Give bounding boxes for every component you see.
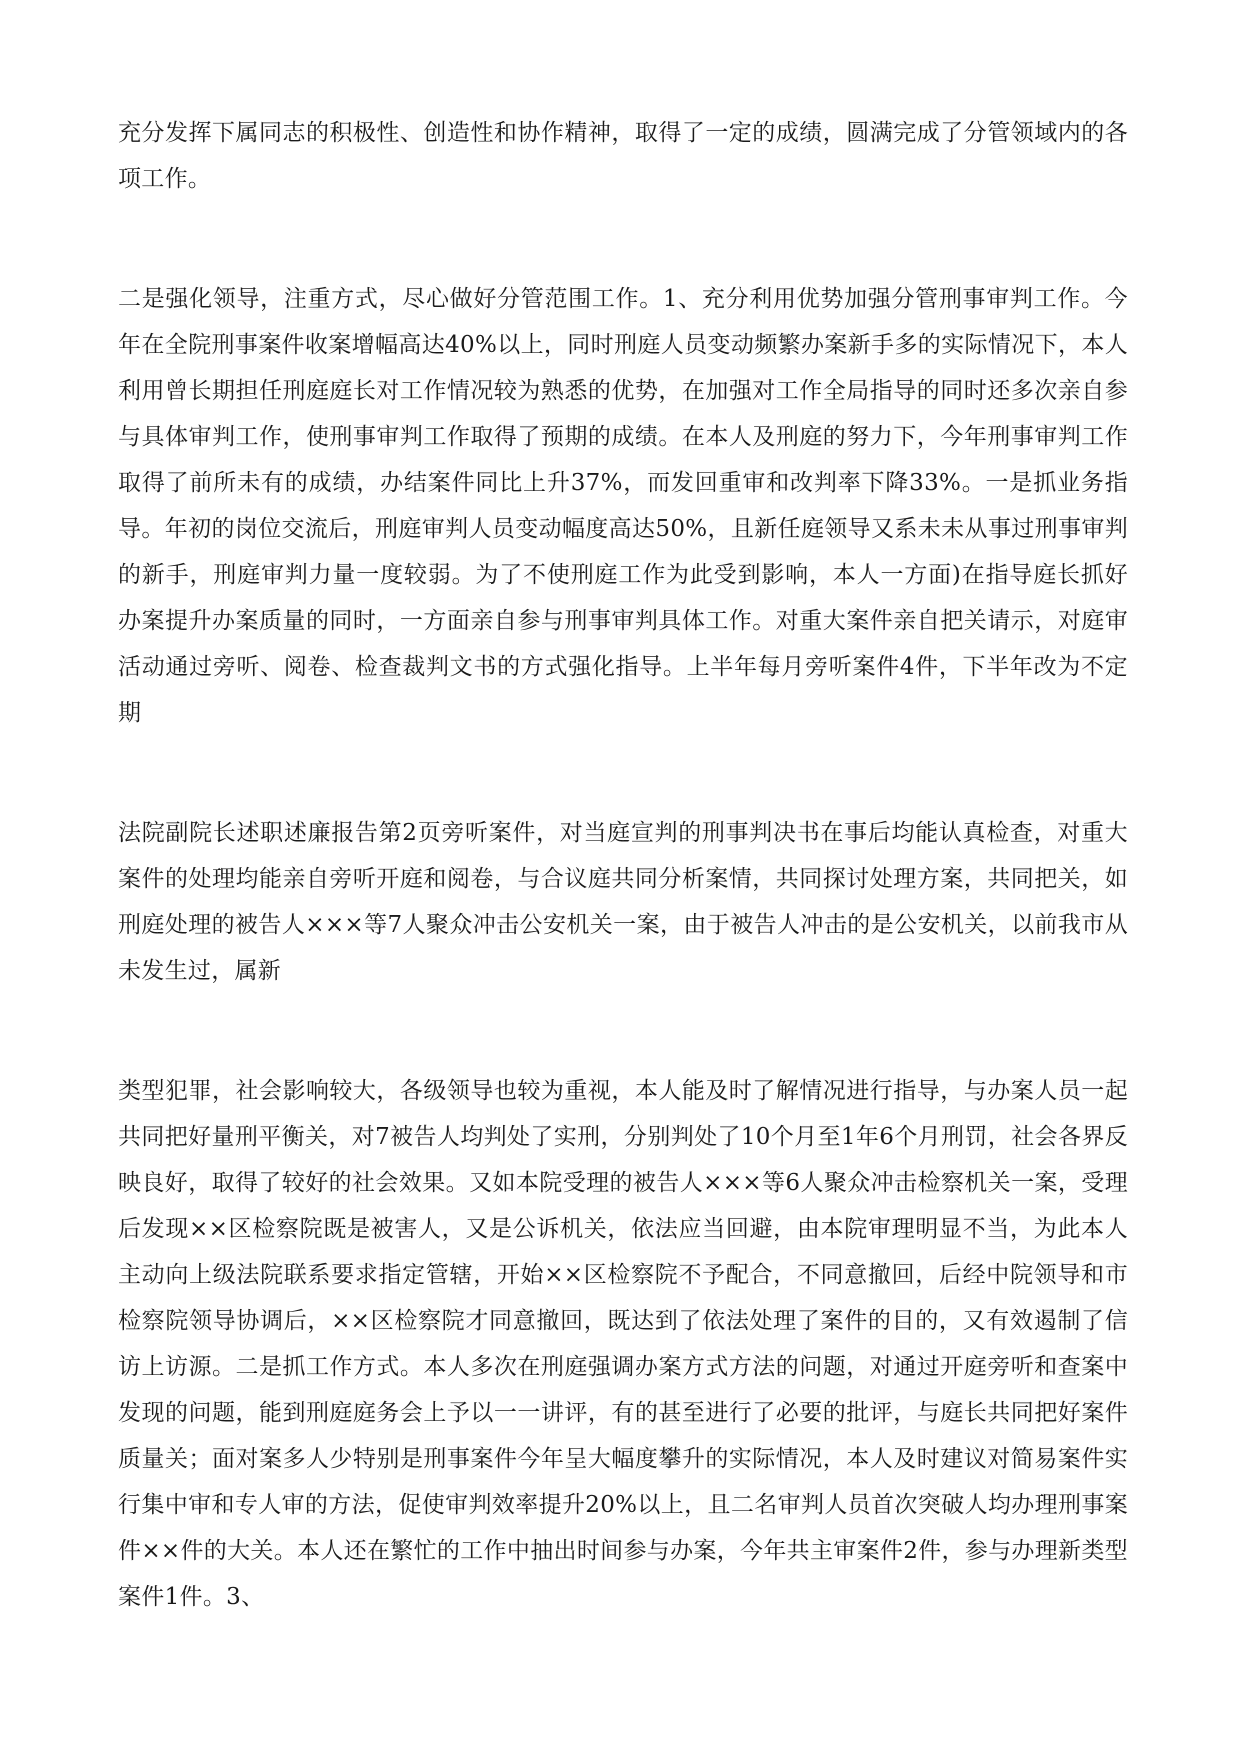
document-body xyxy=(118,110,1128,1620)
paragraph-spacer xyxy=(118,202,1128,276)
paragraph-2: 二是强化领导，注重方式，尽心做好分管范围工作。1、充分利用优势加强分管刑事审判工作。今年在全院刑事案件收案增幅高达40%以上，同时刑庭人员变动频繁办案新手多的实际情况下，本人利用曾长期担任刑庭庭长对工作情况较为熟悉的优势，在加强对工作全局指导的同时还多次亲自参与具体审判工作，使刑事审判工作取得了预期的成绩。在本人及刑庭的努力下，今年刑事审判工作取得了前所未有的成绩，办结案件同比上升37%，而发回重审和改判率下降33%。一是抓业务指导。年初的岗位交流后，刑庭审判人员变动幅度高达50%，且新任庭领导又系未未从事过刑事审判的新手，刑庭审判力量一度较弱。为了不使刑庭工作为此受到影响，本人一方面)在指导庭长抓好办案提升办案质量的同时，一方面亲自参与刑事审判具体工作。对重大案件亲自把关请示，对庭审活动通过旁听、阅卷、检查裁判文书的方式强化指导。上半年每月旁听案件4件，下半年改为不定期 xyxy=(118,286,1128,726)
paragraph-3: 法院副院长述职述廉报告第2页旁听案件，对当庭宣判的刑事判决书在事后均能认真检查，对重大案件的处理均能亲自旁听开庭和阅卷，与合议庭共同分析案情，共同探讨处理方案，共同把关，如刑庭处理的被告人×××等7人聚众冲击公安机关一案，由于被告人冲击的是公安机关，以前我市从未发生过，属新 xyxy=(118,820,1128,984)
paragraph-spacer xyxy=(118,736,1128,810)
paragraph-4: 类型犯罪，社会影响较大，各级领导也较为重视，本人能及时了解情况进行指导，与办案人员一起共同把好量刑平衡关，对7被告人均判处了实刑，分别判处了10个月至1年6个月刑罚，社会各界反映良好，取得了较好的社会效果。又如本院受理的被告人×××等6人聚众冲击检察机关一案，受理后发现××区检察院既是被害人，又是公诉机关，依法应当回避，由本院审理明显不当，为此本人主动向上级法院联系要求指定管辖，开始××区检察院不予配合，不同意撤回，后经中院领导和市检察院领导协调后，××区检察院才同意撤回，既达到了依法处理了案件的目的，又有效遏制了信访上访源。二是抓工作方式。本人多次在刑庭强调办案方式方法的问题，对通过开庭旁听和查案中发现的问题，能到刑庭庭务会上予以一一讲评，有的甚至进行了必要的批评，与庭长共同把好案件质量关；面对案多人少特别是刑事案件今年呈大幅度攀升的实际情况，本人及时建议对简易案件实行集中审和专人审的方法，促使审判效率提升20%以上，且二名审判人员首次突破人均办理刑事案件××件的大关。本人还在繁忙的工作中抽出时间参与办案，今年共主审案件2件，参与办理新类型案件1件。3、 xyxy=(118,1078,1128,1610)
paragraph-spacer xyxy=(118,994,1128,1068)
paragraph-1: 充分发挥下属同志的积极性、创造性和协作精神，取得了一定的成绩，圆满完成了分管领域内的各项工作。 xyxy=(118,120,1128,192)
